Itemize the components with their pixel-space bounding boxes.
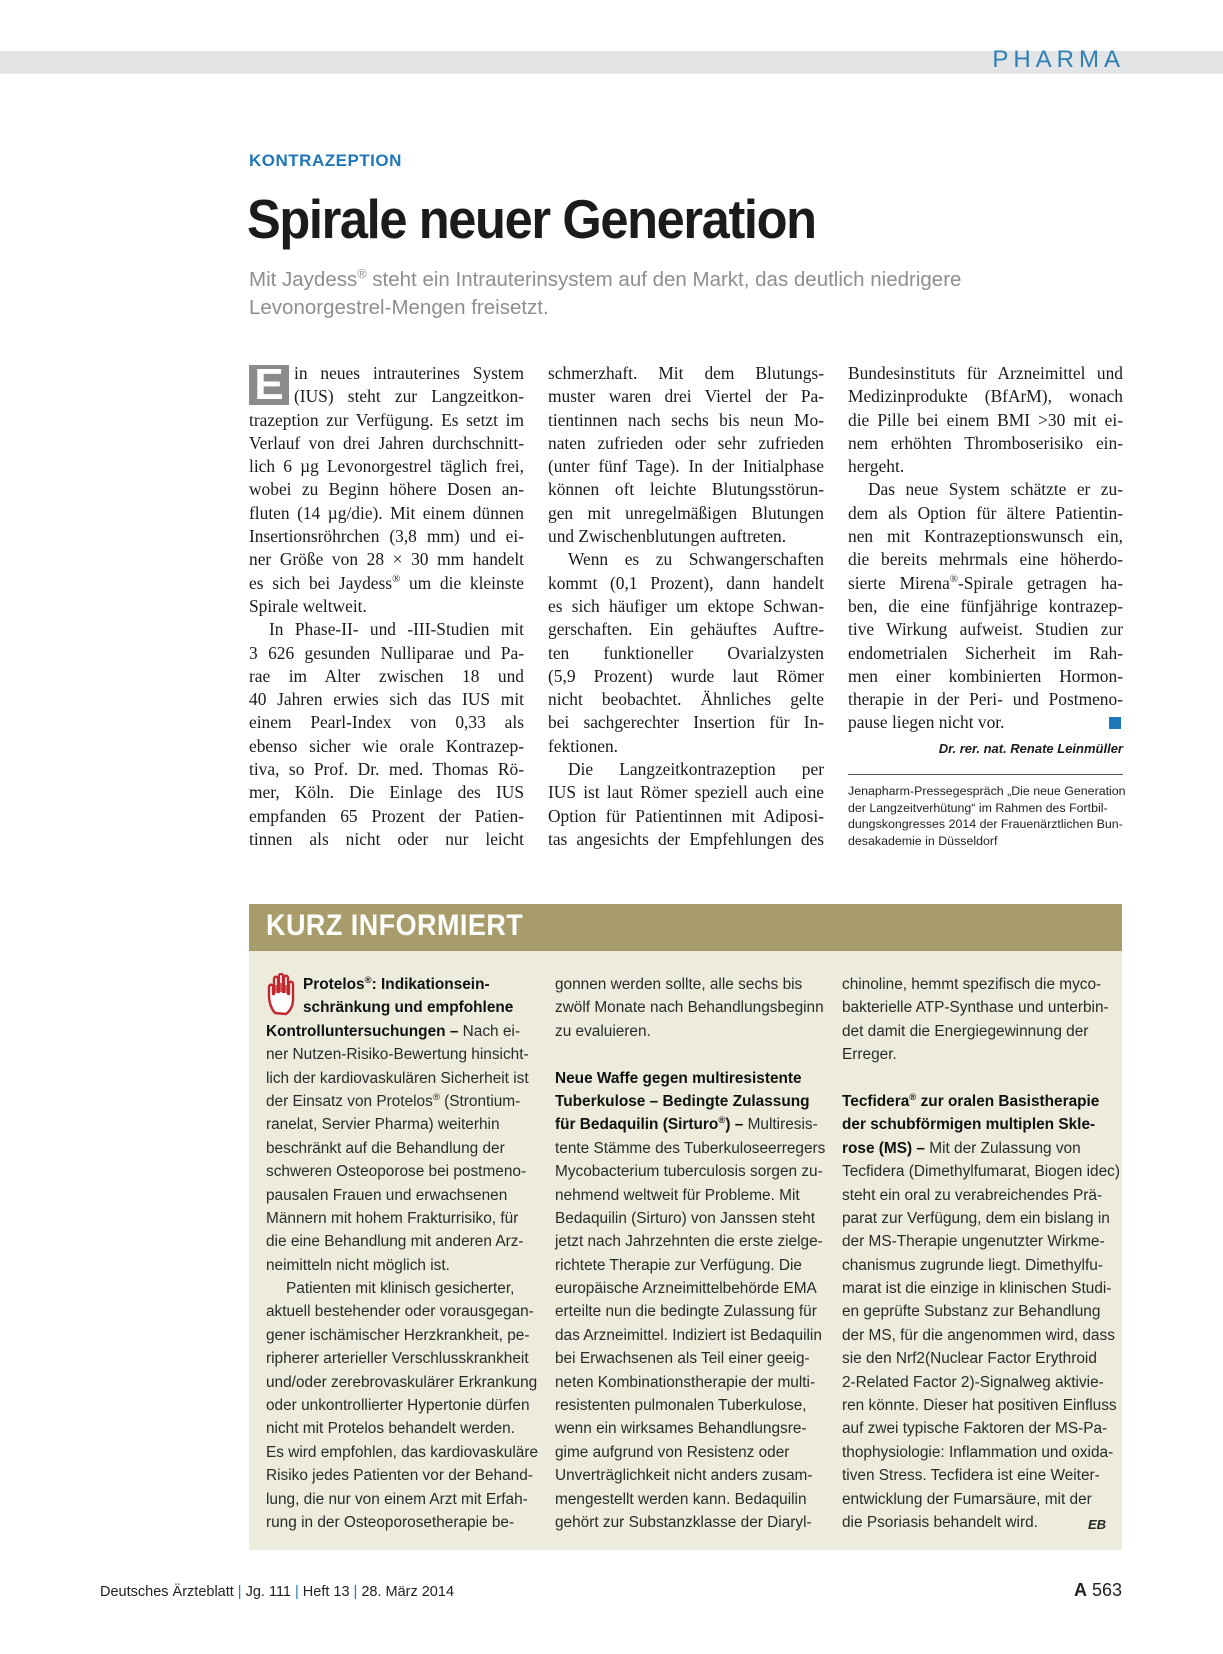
article-text-line: 40 Jahren erwies sich das IUS mit — [249, 689, 524, 710]
source-line: Jenapharm-Pressegespräch „Die neue Generation — [848, 784, 1126, 799]
article-text-line: schmerzhaft. Mit dem Blutungs- — [548, 363, 824, 383]
article-text-line: lich 6 µg Levonorgestrel täglich frei, — [249, 456, 524, 477]
article-text-line: Das neue System schätzte er zu- — [868, 479, 1123, 500]
article-text-line: und Zwischenblutungen auftreten. — [548, 526, 787, 547]
news-text-line: Bedaquilin (Sirturo) von Janssen steht — [555, 1209, 816, 1227]
article-text-line: mer, Köln. Die Einlage des IUS — [249, 782, 524, 803]
news-text-line: ranelat, Servier Pharma) weiterhin — [266, 1116, 500, 1134]
page-number — [1074, 1580, 1122, 1601]
news-text-line: richtete Therapie zur Verfügung. Die — [555, 1256, 802, 1274]
page-prefix: A — [1073, 1580, 1087, 1600]
article-text-line: Medizinprodukte (BfArM), wonach — [848, 386, 1123, 407]
news-text-line: rung in der Osteoporosetherapie be- — [266, 1513, 515, 1531]
news-text-line: Mycobacterium tuberculosis sorgen zu- — [555, 1163, 823, 1181]
news-text-line: zu evaluieren. — [555, 1022, 651, 1040]
article-text-line: tientinnen nach sechs bis neun Mo- — [548, 409, 824, 430]
news-text-line: ripherer arterieller Verschlusskrankheit — [266, 1350, 529, 1368]
footer-separator: | — [353, 1584, 358, 1600]
news-text-line: thophysiologie: Inflammation und oxida- — [842, 1443, 1114, 1461]
news-text-line: nehmend weltweit für Probleme. Mit — [555, 1186, 800, 1204]
article-text-line: ben, die eine fünfjährige kontrazep- — [848, 595, 1123, 616]
news-text-line: Es wird empfohlen, das kardiovaskuläre — [266, 1443, 539, 1461]
news-text-line: wenn ein wirksames Behandlungsre- — [555, 1420, 807, 1438]
article-text-line: Bundesinstituts für Arzneimittel und — [848, 363, 1123, 383]
news-text-line: auf zwei typische Faktoren der MS-Pa- — [842, 1420, 1108, 1438]
article-text-line: empfanden 65 Prozent der Patien- — [249, 805, 524, 826]
news-headline-line: für Bedaquilin (Sirturo®) – Multiresis- — [555, 1115, 818, 1134]
news-text-line: erteilte nun die bedingte Zulassung für — [555, 1303, 817, 1321]
news-text-line: 2-Related Factor 2)-Signalweg aktivie- — [842, 1373, 1104, 1391]
news-text-line: neimitteln nicht möglich ist. — [266, 1256, 450, 1274]
article-text-line: tiva, so Prof. Dr. med. Thomas Rö- — [249, 759, 524, 780]
article-text-line: wobei zu Beginn höhere Dosen an- — [249, 479, 524, 500]
news-text-line: steht ein oral zu verabreichendes Prä- — [842, 1186, 1103, 1204]
source-line: dungskongresses 2014 der Frauenärztlichen Bun- — [848, 817, 1123, 832]
news-text-line: entwicklung der Fumarsäure, mit der — [842, 1490, 1092, 1508]
article-text-line: ebenso sicher wie orale Kontrazep- — [249, 735, 524, 756]
article-text-line: die bereits mehrmals eine höherdo- — [848, 549, 1123, 570]
source-line: der Langzeitverhütung“ im Rahmen des Fortbil- — [848, 800, 1108, 815]
news-text-line: tente Stämme des Tuberkuloseerregers — [555, 1139, 826, 1157]
news-headline-line: Kontrolluntersuchungen – Nach ei- — [266, 1022, 520, 1040]
footer-separator: | — [295, 1584, 299, 1600]
news-text-line: die Psoriasis behandelt wird. EB — [842, 1511, 1106, 1534]
kurz-column-3 — [842, 973, 1120, 1536]
news-text-line: lung, die nur von einem Arzt mit Erfah- — [266, 1490, 528, 1508]
news-text-line: der MS, für die angenommen wird, dass — [842, 1326, 1115, 1344]
article-subtitle — [249, 266, 1129, 322]
article-text-line: muster waren drei Viertel der Pa- — [548, 386, 824, 407]
journal-name: Deutsches Ärzteblatt — [100, 1584, 234, 1600]
article-end-mark — [1109, 717, 1121, 729]
article-text-line: gen mit unregelmäßigen Blutungen — [548, 502, 824, 523]
journal-volume: Jg. 111 — [245, 1584, 291, 1600]
news-headline-line: rose (MS) – Mit der Zulassung von — [842, 1139, 1081, 1157]
news-text-line: das Arzneimittel. Indiziert ist Bedaquilin — [555, 1326, 822, 1344]
news-text-line: beschränkt auf die Behandlung der — [266, 1139, 505, 1157]
article-text-line: IUS ist laut Römer speziell auch eine — [548, 782, 824, 803]
news-text-line: Patienten mit klinisch gesicherter, — [286, 1280, 515, 1298]
drop-cap: E — [249, 365, 289, 405]
article-text-line: einem Pearl-Index von 0,33 als — [249, 712, 524, 733]
news-text-line: ner Nutzen-Risiko-Bewertung hinsicht- — [266, 1046, 529, 1064]
article-text-line: tas angesichts der Empfehlungen des — [548, 828, 824, 849]
news-text-line: pausalen Frauen und erwachsenen — [266, 1186, 508, 1204]
news-text-line: zwölf Monate nach Behandlungsbeginn — [555, 999, 824, 1017]
news-text-line: gonnen werden sollte, alle sechs bis — [555, 976, 803, 993]
news-text-line: gehört zur Substanzklasse der Diaryl- — [555, 1513, 812, 1531]
article-text-line: trazeption zur Verfügung. Es setzt im — [249, 409, 524, 430]
article-title: Spirale neuer Generation — [247, 188, 816, 250]
news-text-line: resistenten pulmonalen Tuberkulose, — [555, 1397, 807, 1415]
paragraph-gap — [555, 1043, 817, 1066]
article-text-line: (IUS) steht zur Langzeitkon- — [294, 386, 524, 407]
kurz-column-1 — [266, 973, 539, 1534]
article-text-line: kommt (0,1 Prozent), dann handelt — [548, 572, 824, 593]
article-text-line: men einer kombinierten Hormon- — [848, 665, 1123, 686]
news-text-line: Unverträglichkeit nicht anders zusam- — [555, 1467, 813, 1485]
article-text-line: fektionen. — [548, 735, 619, 756]
section-label: PHARMA — [992, 46, 1125, 73]
news-text-line: die eine Behandlung mit anderen Arz- — [266, 1233, 524, 1251]
paragraph-gap — [842, 1067, 1106, 1090]
news-text-line: mengestellt werden kann. Bedaquilin — [555, 1490, 807, 1508]
article-source — [848, 774, 1126, 849]
article-text-line: in neues intrauterines System — [294, 363, 524, 383]
news-headline-line: der schubförmigen multiplen Skle- — [842, 1116, 1096, 1134]
article-column-3 — [848, 362, 1126, 849]
news-headline-line: Tecfidera® zur oralen Basistherapie — [842, 1091, 1100, 1110]
subtitle-line: Mit Jaydess® steht ein Intrauterinsystem auf den Markt, das deutlich niedrigere — [249, 266, 962, 291]
article-text-line: die Pille bei einem BMI >30 mit ei- — [848, 409, 1123, 430]
article-column-2 — [548, 362, 824, 851]
article-text-line: Verlauf von drei Jahren durchschnitt- — [249, 432, 524, 453]
news-text-line: gime aufgrund von Resistenz oder — [555, 1443, 790, 1461]
news-text-line: Tecfidera (Dimethylfumarat, Biogen idec) — [842, 1163, 1120, 1181]
journal-issue: Heft 13 — [302, 1584, 350, 1600]
article-text-line: sierte Mirena®-Spirale getragen ha- — [848, 572, 1123, 593]
subtitle-line: Levonorgestrel-Mengen freisetzt. — [249, 296, 549, 319]
news-text-line: jetzt nach Jahrzehnten die erste zielge- — [555, 1233, 823, 1251]
article-author: Dr. rer. nat. Renate Leinmüller — [938, 740, 1123, 756]
news-text-line: Männern mit hohem Frakturrisiko, für — [266, 1209, 519, 1227]
news-signature: EB — [1087, 1516, 1106, 1532]
article-text-line: dem als Option für ältere Patientin- — [848, 502, 1123, 523]
news-text-line: Erreger. — [842, 1046, 897, 1064]
news-text-line: der Einsatz von Protelos® (Strontium- — [266, 1091, 521, 1110]
article-kicker: KONTRAZEPTION — [249, 151, 402, 170]
news-text-line: europäische Arzneimittelbehörde EMA — [555, 1280, 817, 1298]
article-text-line: hergeht. — [848, 456, 905, 477]
footer-citation — [100, 1584, 454, 1600]
article-text-line: Option für Patientinnen mit Adiposi- — [548, 805, 824, 826]
kurz-informiert-header — [249, 904, 1122, 951]
news-text-line: bei Erwachsenen als Teil einer geeig- — [555, 1350, 810, 1368]
news-text-line: parat zur Verfügung, dem ein bislang in — [842, 1209, 1110, 1227]
article-text-line: Wenn es zu Schwangerschaften — [568, 549, 824, 570]
news-text-line: schweren Osteoporose bei postmeno- — [266, 1163, 527, 1181]
article-text-line: bei sachgerechter Insertion für In- — [548, 712, 824, 733]
article-text-line: (5,9 Prozent) wurde laut Römer — [548, 665, 824, 686]
news-text-line: sie den Nrf2(Nuclear Factor Erythroid — [842, 1350, 1097, 1368]
article-text-line: 3 626 gesunden Nulliparae und Pa- — [249, 642, 524, 663]
news-text-line: aktuell bestehender oder vorausgegan- — [266, 1303, 534, 1321]
article-text-line: nem erhöhten Thromboserisiko ein- — [848, 432, 1123, 453]
article-text-line: ten funktioneller Ovarialzysten — [548, 642, 824, 663]
news-text-line: chinoline, hemmt spezifisch die myco- — [842, 976, 1102, 993]
news-headline-line: Protelos®: Indikationsein- — [303, 974, 490, 993]
news-text-line: en geprüfte Substanz zur Behandlung — [842, 1303, 1101, 1321]
news-text-line: lich der kardiovaskulären Sicherheit ist — [266, 1069, 529, 1087]
article-text-line: gerschaften. Ein gehäuftes Auftre- — [548, 619, 824, 640]
news-text-line: det damit die Energiegewinnung der — [842, 1022, 1089, 1040]
news-headline-line: schränkung und empfohlene — [303, 999, 514, 1017]
source-line: desakademie in Düsseldorf — [848, 833, 998, 848]
article-text-line: naten zufrieden oder sehr zufrieden — [548, 432, 824, 453]
article-text-line: nen mit Kontrazeptionswunsch ein, — [848, 526, 1123, 547]
article-text-line: (unter fünf Tage). In der Initialphase — [548, 456, 824, 477]
article-text-line: Die Langzeitkontrazeption per — [568, 759, 824, 780]
article-text-line: es sich häufiger um ektope Schwan- — [548, 595, 824, 616]
article-text-line: Insertionsröhrchen (3,8 mm) und ei- — [249, 526, 524, 547]
news-text-line: nicht mit Protelos behandelt werden. — [266, 1420, 515, 1438]
kurz-column-2 — [555, 973, 826, 1534]
news-text-line: tiven Stress. Tecfidera ist eine Weiter- — [842, 1467, 1100, 1485]
page-number-value: 563 — [1091, 1580, 1122, 1600]
news-text-line: bakterielle ATP-Synthase und unterbin- — [842, 999, 1109, 1017]
news-text-line: neten Kombinationstherapie der multi- — [555, 1373, 816, 1391]
kurz-informiert-title: KURZ INFORMIERT — [266, 909, 524, 942]
hand-stop-icon — [266, 973, 298, 1017]
article-text-line: tive Wirkung aufweist. Studien zur — [848, 619, 1123, 640]
article-text-line: endometrialen Sicherheit im Rah- — [848, 642, 1123, 663]
news-text-line: gener ischämischer Herzkrankheit, pe- — [266, 1326, 530, 1344]
article-column-1 — [249, 362, 524, 851]
news-text-line: oder unkontrollierter Hypertonie dürfen — [266, 1397, 530, 1415]
news-text-line: chanismus zugrunde liegt. Dimethylfu- — [842, 1256, 1103, 1274]
news-text-line: der MS-Therapie ungenutzter Wirkme- — [842, 1233, 1105, 1251]
news-headline-line: Neue Waffe gegen multiresistente — [555, 1069, 802, 1087]
news-text-line: ren könnte. Dieser hat positiven Einfluss — [842, 1397, 1117, 1415]
news-headline-line: Tuberkulose – Bedingte Zulassung — [555, 1092, 810, 1110]
article-text-line: es sich bei Jaydess® um die kleinste — [249, 572, 524, 593]
article-text-line: pause liegen nicht vor. — [848, 711, 1123, 734]
news-text-line: Risiko jedes Patienten vor der Behand- — [266, 1467, 533, 1485]
article-text-line: nicht beobachtet. Ähnliches gelte — [548, 689, 824, 710]
article-text-line: In Phase-II- und -III-Studien mit — [269, 619, 524, 640]
journal-date: 28. März 2014 — [361, 1584, 455, 1600]
kurz-informiert-box — [249, 904, 1122, 1550]
article-text-line: ner Größe von 28 × 30 mm handelt — [249, 549, 524, 570]
article-text-line: Spirale weltweit. — [249, 595, 367, 616]
news-text-line: marat ist die einzige in klinischen Studi- — [842, 1280, 1112, 1298]
news-text-line: und/oder zerebrovaskulärer Erkrankung — [266, 1373, 538, 1391]
article-text-line: rae im Alter zwischen 18 und — [249, 665, 524, 686]
article-text-line: können oft leichte Blutungsstörun- — [548, 479, 824, 500]
article-text-line: therapie in der Peri- und Postmeno- — [848, 689, 1123, 710]
footer-separator: | — [237, 1584, 242, 1600]
article-text-line: fluten (14 µg/die). Mit einem dünnen — [249, 502, 524, 523]
article-column-3-text — [848, 362, 1123, 735]
article-text-line: tinnen als nicht oder nur leicht — [249, 828, 524, 849]
